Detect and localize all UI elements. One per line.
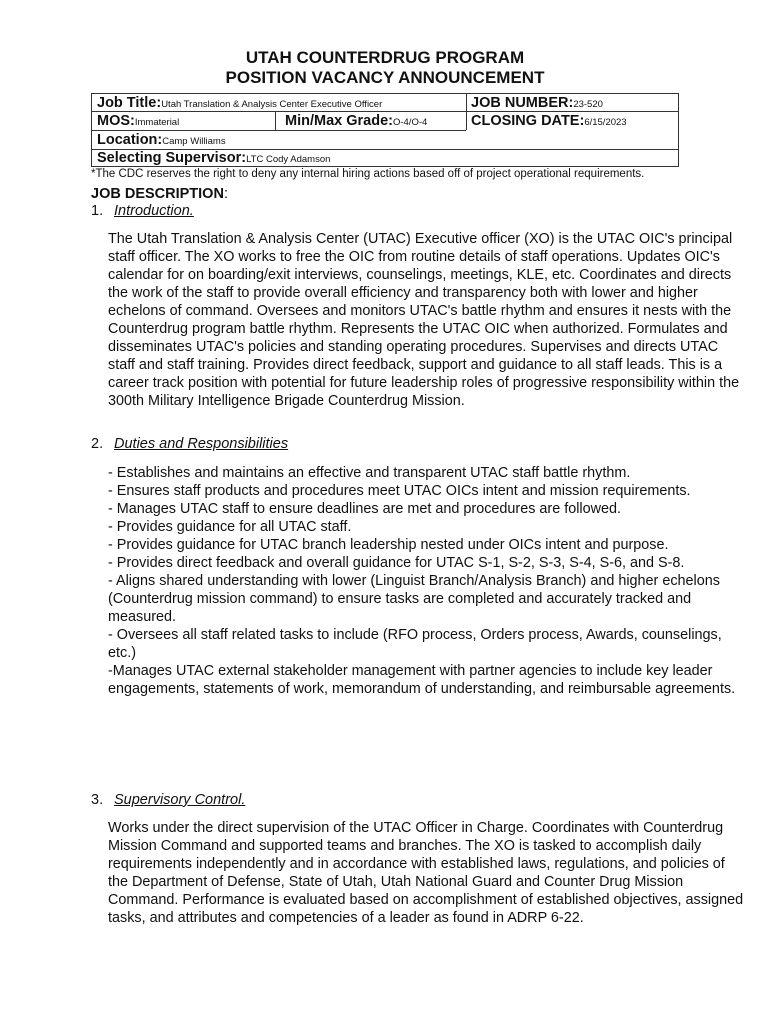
document-title: UTAH COUNTERDRUG PROGRAM [245, 48, 525, 67]
section-number: 2. [91, 436, 104, 452]
mos-field [97, 112, 179, 132]
list-item: - Provides guidance for all UTAC staff. [108, 519, 352, 535]
disclaimer-note: *The CDC reserves the right to deny any internal hiring actions based off of project operational requirements. [91, 168, 645, 180]
location-value: Camp Williams [162, 136, 226, 147]
job-title-field [97, 94, 382, 114]
job-number-label: JOB NUMBER: [471, 95, 574, 111]
job-number-value: 23-520 [573, 99, 603, 110]
mos-value: Immaterial [134, 117, 180, 128]
location-label: Location: [97, 132, 163, 148]
list-item: - Provides guidance for UTAC branch leadership nested under OICs intent and purpose. [108, 537, 669, 553]
introduction-paragraph: The Utah Translation & Analysis Center (UTAC) Executive officer (XO) is the UTAC OIC's principal staff officer. The XO works to free the OIC from routine details of staff operations. Updates OIC's calendar for on boarding/exit interviews, counselings, meetings, KLE, etc. Coordinates and directs the work of the staff to provide overall efficiency and transparency both with lower and higher echelons of command. Oversees and monitors UTAC's battle rhythm and ensures it nests with the Counterdrug program battle rhythm. Represents the UTAC OIC when authorized. Formulates and disseminates UTAC's policies and standing operating procedures. Supervises and directs UTAC staff and staff training. Provides direct feedback, support and guidance to all staff leads. This is a career track position with potential for future leadership roles of progressive responsibility within the 300th Military Intelligence Brigade Counterdrug Mission. [108, 231, 740, 409]
section-number: 3. [91, 792, 104, 808]
job-description-colon: : [223, 186, 228, 202]
job-description-heading-text: JOB DESCRIPTION [91, 186, 224, 202]
list-item: - Aligns shared understanding with lower (Linguist Branch/Analysis Branch) and higher echelons (Counterdrug mission command) to ensure tasks are completed and accurately tracked and measured. [108, 573, 720, 625]
section-title: Introduction. [114, 203, 194, 219]
job-description-heading [91, 186, 228, 202]
supervisor-value: LTC Cody Adamson [246, 154, 331, 165]
list-item: - Establishes and maintains an effective and transparent UTAC staff battle rhythm. [108, 465, 631, 481]
supervisor-label: Selecting Supervisor: [97, 150, 247, 166]
list-item: -Manages UTAC external stakeholder management with partner agencies to include key leader engagements, statements of work, memorandum of understanding, and reimbursable agreements. [108, 663, 736, 697]
job-title-label: Job Title: [97, 95, 162, 111]
supervisor-field [97, 149, 330, 169]
section-title: Supervisory Control. [114, 792, 246, 808]
section-heading-introduction [91, 203, 194, 219]
duties-list [108, 464, 748, 698]
job-number-field [471, 94, 603, 114]
closing-date-value: 6/15/2023 [584, 117, 627, 128]
section-heading-supervisory-control [91, 792, 245, 808]
supervisory-control-paragraph: Works under the direct supervision of the UTAC Officer in Charge. Coordinates with Counterdrug Mission Command and supported teams and branches. The XO is tasked to accomplish daily requirements independently and in accordance with established laws, regulations, and policies of the Department of Defense, State of Utah, Utah National Guard and Counter Drug Mission Command. Performance is evaluated based on accomplishment of established objectives, assigned tasks, and attributes and competencies of a leader as found in ADRP 6-22. [108, 820, 744, 926]
location-field [97, 131, 226, 151]
job-title-value: Utah Translation & Analysis Center Executive Officer [161, 99, 383, 110]
table-divider [466, 94, 467, 130]
closing-date-field [471, 112, 627, 132]
list-item: - Oversees all staff related tasks to include (RFO process, Orders process, Awards, counselings, etc.) [108, 627, 722, 661]
grade-label: Min/Max Grade: [285, 113, 393, 129]
grade-value: O-4/O-4 [392, 117, 428, 128]
header-table [91, 93, 679, 167]
list-item: - Manages UTAC staff to ensure deadlines are met and procedures are followed. [108, 501, 622, 517]
list-item: - Ensures staff products and procedures meet UTAC OICs intent and mission requirements. [108, 483, 691, 499]
grade-field [285, 112, 427, 132]
mos-label: MOS: [97, 113, 135, 129]
document-subtitle: POSITION VACANCY ANNOUNCEMENT [225, 68, 545, 87]
section-heading-duties [91, 436, 288, 452]
list-item: - Provides direct feedback and overall guidance for UTAC S-1, S-2, S-3, S-4, S-6, and S-8. [108, 555, 685, 571]
closing-date-label: CLOSING DATE: [471, 113, 585, 129]
section-title: Duties and Responsibilities [114, 436, 289, 452]
section-number: 1. [91, 203, 104, 219]
table-divider [275, 112, 276, 130]
